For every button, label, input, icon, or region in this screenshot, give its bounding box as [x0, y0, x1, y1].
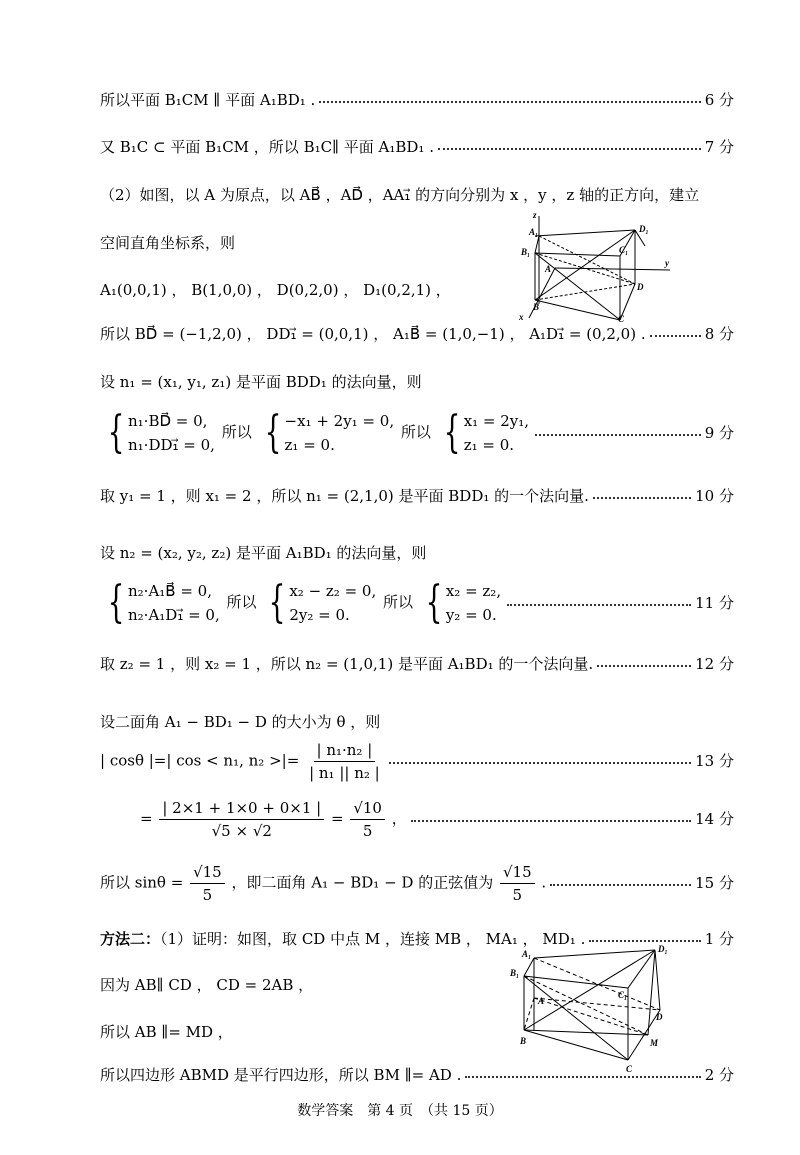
- line-3-text: （2）如图，以 A 为原点，以 AB⃗ ，AD⃗ ，AA₁⃗ 的方向分别为 x ，y ，z 轴的正方向，建立: [100, 186, 700, 204]
- line-20-text: 所以四边形 ABMD 是平行四边形，所以 BM ∥= AD .: [100, 1066, 462, 1084]
- line-9-text: 取 y₁ = 1 ，则 x₁ = 2 ，所以 n₁ = (2,1,0) 是平面 BDD₁ 的一个法向量.: [100, 487, 589, 505]
- fraction-numerator: √15: [500, 861, 535, 884]
- line-20: [100, 1065, 734, 1085]
- point-label-D1: D₁: [639, 224, 649, 234]
- prism-figure: [510, 940, 680, 1075]
- equals-sign: =: [330, 809, 344, 827]
- so-word: 所以: [226, 593, 257, 611]
- point-label-B: B: [533, 302, 540, 312]
- fraction-numerator: √10: [350, 797, 385, 820]
- so-word: 所以: [400, 423, 431, 441]
- score-label: 12 分: [695, 655, 734, 673]
- line-1: [100, 90, 734, 110]
- score-label: 13 分: [695, 752, 734, 770]
- point-label-B: B: [520, 1036, 527, 1046]
- leader-dots: [550, 884, 691, 886]
- equation-row: n₂·A₁D₁⃗ = 0,: [128, 606, 220, 624]
- equation-row: 2y₂ = 0.: [289, 606, 350, 624]
- equation-system: { x₁ = 2y₁, z₁ = 0.: [443, 407, 530, 458]
- leader-dots: [319, 101, 700, 103]
- fraction-denominator: | n₁ || n₂ |: [309, 763, 380, 782]
- line-2: [100, 137, 734, 157]
- fraction-denominator: 5: [362, 821, 373, 840]
- equation-system: { n₂·A₁B⃗ = 0, n₂·A₁D₁⃗ = 0,: [107, 577, 220, 628]
- score-label: 10 分: [695, 487, 734, 505]
- equation-row: x₂ − z₂ = 0,: [289, 582, 377, 600]
- sin-result: [100, 861, 546, 906]
- line-19-text: 所以 AB ∥= MD ，: [100, 1023, 233, 1041]
- so-word: 所以: [383, 593, 414, 611]
- line-8: [100, 408, 734, 458]
- leader-dots: [438, 148, 701, 150]
- line-16: [100, 860, 734, 906]
- axis-label-z: z: [533, 210, 537, 220]
- leader-dots: [507, 604, 691, 606]
- equation-system: { x₂ = z₂, y₂ = 0.: [425, 577, 502, 628]
- fraction-numerator: | 2×1 + 1×0 + 0×1 |: [159, 797, 324, 820]
- equation-row: y₂ = 0.: [445, 606, 497, 624]
- point-label-C1: C₁: [618, 990, 628, 1000]
- sin-middle-text: ，即二面角 A₁ − BD₁ − D 的正弦值为: [231, 873, 494, 891]
- point-label-B1: B₁: [521, 247, 531, 257]
- leader-dots: [650, 335, 701, 337]
- cos-value: [140, 797, 407, 842]
- leader-dots: [465, 1076, 700, 1078]
- equation-row: n₁·BD⃗ = 0,: [128, 412, 208, 430]
- point-label-A1: A₁: [529, 227, 539, 237]
- sin-lhs: 所以 sinθ =: [100, 873, 184, 891]
- score-label: 11 分: [695, 594, 734, 612]
- axis-label-x: x: [519, 312, 524, 322]
- equation-row: n₂·A₁B⃗ = 0,: [128, 582, 212, 600]
- point-label-A: A: [538, 996, 545, 1006]
- punctuation: ，: [391, 809, 407, 827]
- line-1-text: 所以平面 B₁CM ∥ 平面 A₁BD₁ .: [100, 91, 316, 109]
- punctuation: .: [541, 873, 547, 891]
- line-18-text: 因为 AB∥ CD ， CD = 2AB ，: [100, 976, 314, 994]
- equation-row: z₁ = 0.: [463, 436, 515, 454]
- line-13-text: 设二面角 A₁ − BD₁ − D 的大小为 θ ，则: [100, 713, 381, 731]
- fraction-numerator: √15: [190, 861, 225, 884]
- point-label-A: A: [545, 264, 552, 274]
- score-label: 8 分: [704, 325, 734, 343]
- leader-dots: [597, 665, 691, 667]
- equation-row: n₁·DD₁⃗ = 0,: [128, 436, 215, 454]
- leader-dots: [411, 820, 691, 822]
- equation-system: { −x₁ + 2y₁ = 0, z₁ = 0.: [264, 407, 395, 458]
- equation-row: z₁ = 0.: [284, 436, 335, 454]
- page-footer: 数学答案 第 4 页 （共 15 页）: [297, 1103, 503, 1119]
- equation-row: x₂ = z₂,: [445, 582, 502, 600]
- equals-sign: =: [140, 809, 153, 827]
- fraction: [306, 739, 383, 784]
- axis-label-y: y: [665, 258, 669, 268]
- score-label: 14 分: [695, 810, 734, 828]
- fraction-numerator: | n₁·n₂ |: [314, 739, 376, 762]
- fraction-denominator: 5: [202, 885, 213, 904]
- line-17-body: （1）证明：如图，取 CD 中点 M ，连接 MB ， MA₁ ， MD₁ .: [160, 930, 586, 948]
- so-word: 所以: [221, 423, 252, 441]
- fraction-denominator: √5 × √2: [211, 821, 272, 840]
- score-label: 9 分: [704, 424, 734, 442]
- line-9: [100, 486, 734, 506]
- equation-systems: [100, 579, 503, 627]
- point-label-C: C: [626, 1064, 633, 1074]
- leader-dots: [593, 497, 691, 499]
- fraction-denominator: 5: [512, 885, 523, 904]
- line-6-text: 所以 BD⃗ = (−1,2,0) ， DD₁⃗ = (0,0,1) ， A₁B⃗ = (1,0,−1) ， A₁D₁⃗ = (0,2,0) .: [100, 325, 646, 343]
- line-2-text: 又 B₁C ⊂ 平面 B₁CM ，所以 B₁C∥ 平面 A₁BD₁ .: [100, 138, 434, 156]
- line-15: [140, 796, 734, 842]
- formula-lhs: | cosθ |=| cos < n₁, n₂ >|=: [100, 751, 300, 769]
- line-12-text: 取 z₂ = 1 ，则 x₂ = 1 ，所以 n₂ = (1,0,1) 是平面 A₁BD₁ 的一个法向量.: [100, 655, 594, 673]
- line-6: [100, 324, 734, 344]
- score-label: 6 分: [704, 91, 734, 109]
- point-label-D: D: [656, 1012, 663, 1022]
- equation-systems: [100, 409, 531, 457]
- line-14: [100, 738, 734, 784]
- equation-system: { x₂ − z₂ = 0, 2y₂ = 0.: [268, 577, 377, 628]
- score-label: 2 分: [704, 1066, 734, 1084]
- line-12: [100, 654, 734, 674]
- fraction: [159, 797, 324, 842]
- point-label-D: D: [637, 282, 644, 292]
- line-5-text: A₁(0,0,1) ， B(1,0,0) ， D(0,2,0) ， D₁(0,2,1) ，: [100, 281, 451, 299]
- line-4-text: 空间直角坐标系，则: [100, 234, 236, 252]
- score-label: 1 分: [704, 930, 734, 948]
- point-label-M: M: [650, 1038, 659, 1048]
- leader-dots: [389, 762, 691, 764]
- coordinate-figure: [515, 208, 675, 323]
- equation-row: x₁ = 2y₁,: [463, 412, 530, 430]
- score-label: 7 分: [704, 138, 734, 156]
- leader-dots: [535, 434, 701, 436]
- fraction: [500, 861, 535, 906]
- score-label: 15 分: [695, 874, 734, 892]
- line-7-text: 设 n₁ = (x₁, y₁, z₁) 是平面 BDD₁ 的法向量，则: [100, 373, 422, 391]
- cos-formula: [100, 739, 385, 784]
- fraction: [350, 797, 385, 842]
- point-label-D1: D₁: [658, 944, 668, 954]
- point-label-C1: C₁: [619, 245, 629, 255]
- equation-system: { n₁·BD⃗ = 0, n₁·DD₁⃗ = 0,: [107, 407, 215, 458]
- equation-row: −x₁ + 2y₁ = 0,: [284, 412, 395, 430]
- line-10-text: 设 n₂ = (x₂, y₂, z₂) 是平面 A₁BD₁ 的法向量，则: [100, 544, 427, 562]
- method-two-heading: 方法二：: [100, 930, 161, 948]
- point-label-C: C: [618, 314, 625, 323]
- line-11: [100, 578, 734, 628]
- point-label-A1: A₁: [522, 949, 532, 959]
- point-label-B1: B₁: [510, 968, 520, 978]
- fraction: [190, 861, 225, 906]
